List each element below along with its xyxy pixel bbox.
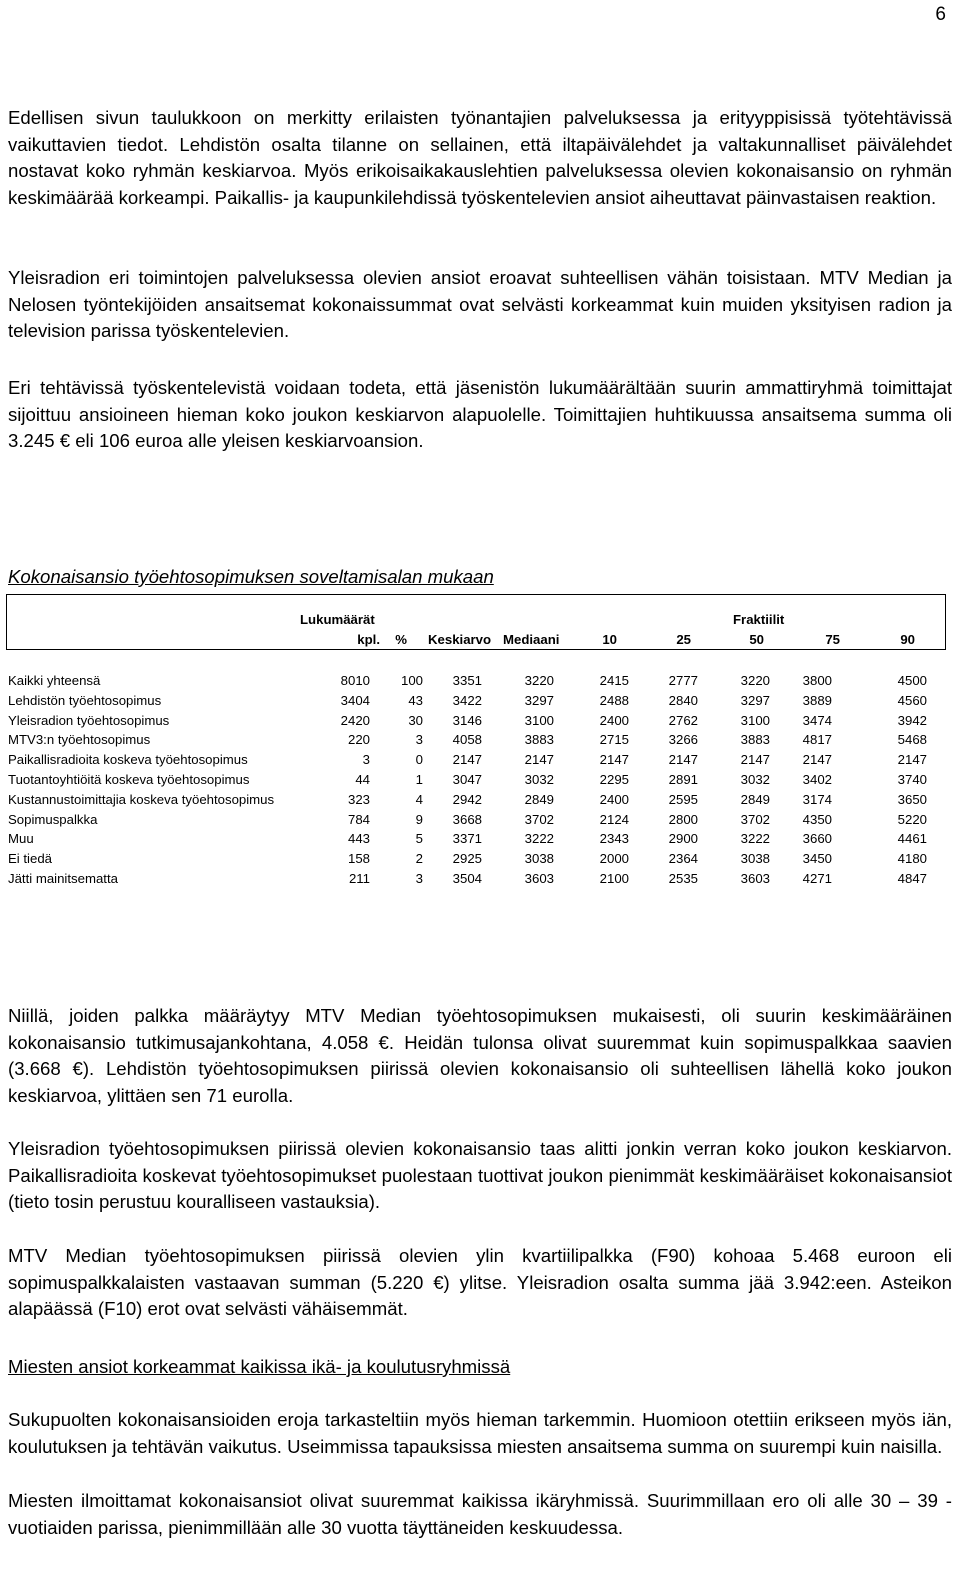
table-cell: 4058 [452, 732, 482, 748]
table-cell: 5220 [897, 811, 927, 827]
table-row [8, 693, 950, 713]
table-cell: 2147 [740, 752, 770, 768]
row-label: Kaikki yhteensä [8, 673, 101, 688]
table-cell: 0 [415, 752, 423, 768]
table-cell: 2147 [599, 752, 629, 768]
section-heading: Miesten ansiot korkeammat kaikissa ikä- ja koulutusryhmissä [8, 1356, 511, 1377]
table-row [8, 673, 950, 693]
table-cell: 4271 [802, 871, 832, 886]
table-cell: 2000 [599, 851, 629, 867]
table-cell: 2595 [668, 791, 698, 807]
table-cell: 784 [347, 811, 370, 827]
table-cell: 2849 [740, 791, 770, 807]
table-cell: 3038 [740, 851, 770, 867]
table-cell: 3702 [740, 811, 770, 827]
table-cell: 3800 [802, 673, 832, 688]
header-f25: 25 [676, 632, 691, 647]
header-group-counts: Lukumäärät [300, 612, 375, 627]
row-label: Kustannustoimittajia koskeva työehtosopimus [8, 791, 275, 807]
page-number: 6 [935, 4, 946, 25]
table-cell: 3650 [897, 791, 927, 807]
table-cell: 43 [408, 692, 423, 708]
table-title: Kokonaisansio työehtosopimuksen soveltamisalan mukaan [8, 566, 494, 587]
table-cell: 2400 [599, 791, 629, 807]
table-cell: 2400 [599, 712, 629, 728]
header-f10: 10 [602, 632, 617, 647]
row-label: Sopimuspalkka [8, 811, 98, 827]
table-cell: 5 [415, 831, 423, 847]
table-cell: 2840 [668, 692, 698, 708]
table-cell: 4461 [897, 831, 927, 847]
table-cell: 2900 [668, 831, 698, 847]
table-cell: 3740 [897, 772, 927, 787]
table-cell: 3 [362, 752, 370, 768]
header-percent: % [395, 632, 407, 647]
table-cell: 3222 [740, 831, 770, 847]
table-cell: 3371 [452, 831, 482, 847]
table-cell: 3047 [452, 772, 482, 787]
table-cell: 100 [400, 673, 423, 688]
row-label: Tuotantoyhtiöitä koskeva työehtosopimus [8, 772, 250, 787]
table-cell: 2100 [599, 871, 629, 886]
row-label: MTV3:n työehtosopimus [8, 732, 151, 748]
table-row [8, 851, 950, 871]
table-cell: 30 [408, 712, 423, 728]
table-cell: 2147 [524, 752, 554, 768]
table-cell: 4817 [802, 732, 832, 748]
row-label: Muu [8, 831, 34, 847]
table-cell: 2891 [668, 772, 698, 787]
table-cell: 3402 [802, 772, 832, 787]
table-cell: 2715 [599, 732, 629, 748]
table-cell: 44 [355, 772, 370, 787]
table-cell: 2 [415, 851, 423, 867]
table-cell: 3660 [802, 831, 832, 847]
table-cell: 3883 [740, 732, 770, 748]
table-cell: 3351 [452, 673, 482, 688]
table-cell: 3504 [452, 871, 482, 886]
table-cell: 3038 [524, 851, 554, 867]
table-cell: 3450 [802, 851, 832, 867]
table-cell: 2295 [599, 772, 629, 787]
table-cell: 3220 [740, 673, 770, 688]
table-row [8, 713, 950, 733]
table-cell: 3603 [524, 871, 554, 886]
table-cell: 3146 [452, 712, 482, 728]
table-cell: 2535 [668, 871, 698, 886]
table-cell: 2364 [668, 851, 698, 867]
table-cell: 3297 [740, 692, 770, 708]
table-cell: 2925 [452, 851, 482, 867]
table-cell: 5468 [897, 732, 927, 748]
paragraph-1: Edellisen sivun taulukkoon on merkitty erilaisten työnantajien palveluksessa ja erityyppisissä työtehtävissä vaikuttavien tiedot. Lehdistön osalta tilanne on sellainen, että iltapäivälehdet ja valtakunnalliset päivälehdet nostavat koko ryhmän keskiarvoa. Myös erikoisaikakauslehtien palveluksessa olevien kokonaisansio on ryhmän keskimäärää korkeampi. Paikallis- ja kaupunkilehdissä työskentelevien ansiot aiheuttavat päinvastaisen reaktion. [8, 107, 952, 208]
table-cell: 3266 [668, 732, 698, 748]
table-cell: 3297 [524, 692, 554, 708]
paragraph-2: Yleisradion eri toimintojen palveluksessa olevien ansiot eroavat suhteellisen vähän toisistaan. MTV Median ja Nelosen työntekijöiden ansaitsemat kokonaissummat ovat selvästi korkeammat kuin muiden yksityisen radion ja television parissa työskentelevien. [8, 267, 952, 342]
table-cell: 3942 [897, 712, 927, 728]
table-row [8, 792, 950, 812]
table-cell: 3100 [740, 712, 770, 728]
header-mean: Keskiarvo [428, 632, 492, 647]
table-cell: 323 [347, 791, 370, 807]
table-cell: 4180 [897, 851, 927, 867]
table-cell: 4 [415, 791, 423, 807]
table-cell: 8010 [340, 673, 370, 688]
table-cell: 2147 [897, 752, 927, 768]
paragraph-8: Miesten ilmoittamat kokonaisansiot olivat suuremmat kaikissa ikäryhmissä. Suurimmillaan ero oli alle 30 – 39 -vuotiaiden parissa, pienimmillään alle 30 vuotta täyttäneiden keskuudessa. [8, 1490, 952, 1538]
table-cell: 3889 [802, 692, 832, 708]
header-median: Mediaani [503, 632, 560, 647]
table-cell: 3422 [452, 692, 482, 708]
table-cell: 3 [415, 871, 423, 886]
row-label: Jätti mainitsematta [8, 871, 118, 886]
paragraph-3: Eri tehtävissä työskentelevistä voidaan todeta, että jäsenistön lukumäärältään suurin ammattiryhmä toimittajat sijoittuu ansioineen hieman koko joukon keskiarvon alapuolelle. Toimittajien huhtikuussa ansaitsema summa oli 3.245 € eli 106 euroa alle yleisen keskiarvoansion. [8, 377, 952, 452]
table-cell: 2147 [452, 752, 482, 768]
table-cell: 3603 [740, 871, 770, 886]
header-f50: 50 [749, 632, 764, 647]
header-f90: 90 [900, 632, 915, 647]
header-group-fractiles: Fraktiilit [733, 612, 785, 627]
row-label: Yleisradion työehtosopimus [8, 712, 170, 728]
paragraph-7: Sukupuolten kokonaisansioiden eroja tarkasteltiin myös hieman tarkemmin. Huomioon otettiin erikseen myös iän, koulutuksen ja tehtävän vaikutus. Useimmissa tapauksissa miesten ansaitsema summa on suurempi kuin naisilla. [8, 1409, 952, 1457]
table-cell: 2343 [599, 831, 629, 847]
table-cell: 220 [347, 732, 370, 748]
table-cell: 2849 [524, 791, 554, 807]
table-cell: 3702 [524, 811, 554, 827]
row-label: Paikallisradioita koskeva työehtosopimus [8, 752, 248, 768]
table-cell: 9 [415, 811, 423, 827]
table-cell: 3668 [452, 811, 482, 827]
table-row [8, 732, 950, 752]
table-cell: 4560 [897, 692, 927, 708]
table-cell: 2942 [452, 791, 482, 807]
table-cell: 3220 [524, 673, 554, 688]
paragraph-4: Niillä, joiden palkka määräytyy MTV Median työehtosopimuksen mukaisesti, oli suurin keskimääräinen kokonaisansio tutkimusajankohtana, 4.058 €. Heidän tulonsa olivat suuremmat kuin sopimuspalkkaa saavien (3.668 €). Lehdistön työehtosopimuksen piirissä olevien kokonaisansio oli suhteellisen lähellä koko joukon keskiarvoa, ylittäen sen 71 eurolla. [8, 1005, 952, 1106]
table-cell: 2800 [668, 811, 698, 827]
table-row [8, 752, 950, 772]
table-row [8, 831, 950, 851]
table-cell: 158 [347, 851, 370, 867]
table-row [8, 812, 950, 832]
table-cell: 2147 [668, 752, 698, 768]
table-cell: 3 [415, 732, 423, 748]
header-kpl: kpl. [357, 632, 380, 647]
header-f75: 75 [825, 632, 840, 647]
table-cell: 2777 [668, 673, 698, 688]
table-row [8, 871, 950, 891]
table-cell: 3883 [524, 732, 554, 748]
paragraph-5: Yleisradion työehtosopimuksen piirissä olevien kokonaisansio taas alitti jonkin verran koko joukon keskiarvon. Paikallisradioita koskevat työehtosopimukset puolestaan tuottivat joukon pienimmät keskimääräiset kokonaisansiot (tieto tosin perustuu kouralliseen vastauksia). [8, 1138, 952, 1213]
table-cell: 4350 [802, 811, 832, 827]
table-cell: 2488 [599, 692, 629, 708]
table-cell: 2420 [340, 712, 370, 728]
row-label: Lehdistön työehtosopimus [8, 692, 162, 708]
table-cell: 2147 [802, 752, 832, 768]
table-cell: 4847 [897, 871, 927, 886]
table-cell: 3174 [802, 791, 832, 807]
table-cell: 3100 [524, 712, 554, 728]
table-cell: 3222 [524, 831, 554, 847]
table-cell: 3032 [740, 772, 770, 787]
table-cell: 211 [348, 871, 370, 886]
table-row [8, 772, 950, 792]
table-cell: 443 [347, 831, 370, 847]
table-cell: 2415 [599, 673, 629, 688]
table-cell: 2124 [599, 811, 629, 827]
table-cell: 2762 [668, 712, 698, 728]
paragraph-6: MTV Median työehtosopimuksen piirissä olevien ylin kvartiilipalkka (F90) kohoaa 5.468 euroon eli sopimuspalkkalaisten vastaavan summan (5.220 €) ylitse. Yleisradion osalta summa jää 3.942:een. Asteikon alapäässä (F10) erot ovat selvästi vähäisemmät. [8, 1245, 952, 1320]
table-cell: 3032 [524, 772, 554, 787]
row-label: Ei tiedä [8, 851, 52, 867]
table-cell: 3474 [802, 712, 832, 728]
table-cell: 3404 [340, 692, 370, 708]
table-cell: 4500 [897, 673, 927, 688]
table-cell: 1 [415, 772, 423, 787]
